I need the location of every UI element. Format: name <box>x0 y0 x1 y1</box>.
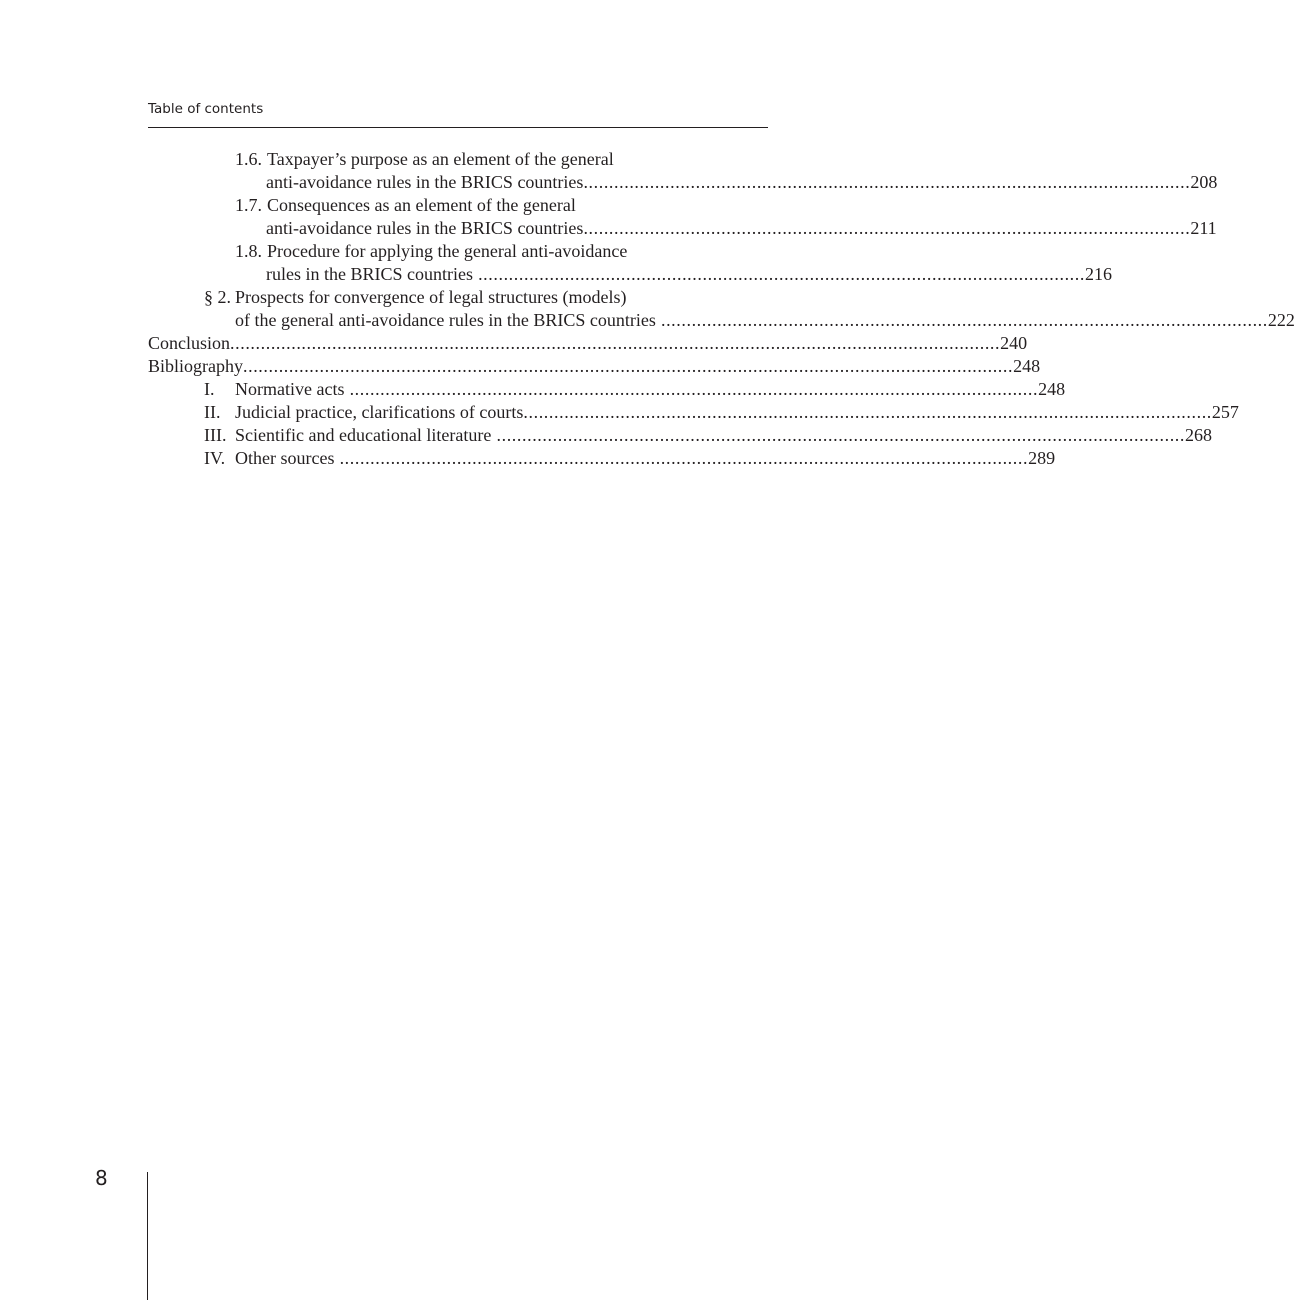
toc-entry-title: Consequences as an element of the general <box>267 195 576 215</box>
toc-entry-1-7-line1 <box>148 194 768 217</box>
toc-page-number: 222 <box>1267 310 1295 330</box>
dot-leader: ....................................................................................................................................................... <box>230 333 1001 353</box>
header-rule <box>148 127 768 128</box>
toc-entry-bib-ii[interactable] <box>148 401 1239 424</box>
dot-leader: ....................................................................................................................... <box>583 172 1191 192</box>
toc-entry-title: Scientific and educational literature <box>235 425 492 445</box>
toc-page-number: 257 <box>1211 402 1239 422</box>
toc-page-number: 268 <box>1185 425 1212 445</box>
dot-leader: ....................................................................................................................... <box>472 264 1085 284</box>
toc-entry-number: 1.7. <box>235 195 262 215</box>
toc-page-number: 248 <box>1038 379 1066 399</box>
dot-leader: ....................................................................................................................................... <box>344 379 1039 399</box>
page-number: 8 <box>95 1166 108 1190</box>
toc-entry-1-8-line2[interactable] <box>148 263 1112 286</box>
toc-entry-title: Taxpayer’s purpose as an element of the general <box>267 149 614 169</box>
toc-entry-title-cont: of the general anti-avoidance rules in the BRICS countries <box>235 310 656 330</box>
toc-entry-title: Judicial practice, clarifications of courts <box>235 402 524 422</box>
dot-leader: ....................................................................................................................................... <box>334 448 1029 468</box>
toc-entry-1-6-line2[interactable] <box>148 171 1218 194</box>
toc-entry-title: Conclusion <box>148 333 231 353</box>
toc-entry-conclusion[interactable] <box>148 332 1028 355</box>
toc-entry-number: 1.6. <box>235 149 262 169</box>
toc-entry-bib-iii[interactable] <box>148 424 1212 447</box>
toc-entry-1-8-line1 <box>148 240 768 263</box>
toc-entry-bibliography[interactable] <box>148 355 1041 378</box>
dot-leader: ....................................................................................................................... <box>583 218 1191 238</box>
dot-leader: ....................................................................................................................... <box>655 310 1268 330</box>
toc-entry-section-2-line2[interactable] <box>148 309 1295 332</box>
toc-entry-number: 1.8. <box>235 241 262 261</box>
running-header-title: Table of contents <box>148 101 264 117</box>
toc-entry-number: II. <box>204 402 221 422</box>
toc-page-number: 216 <box>1084 264 1112 284</box>
dot-leader: ....................................................................................................................................................... <box>243 356 1014 376</box>
toc-page-number: 211 <box>1190 218 1217 238</box>
toc-entry-title: Normative acts <box>235 379 345 399</box>
toc-entry-title-cont: anti-avoidance rules in the BRICS countries <box>266 218 584 238</box>
toc-entry-title-cont: rules in the BRICS countries <box>266 264 473 284</box>
toc-entry-title: Bibliography <box>148 356 243 376</box>
dot-leader: ....................................................................................................................................... <box>523 402 1212 422</box>
toc-entry-title: Other sources <box>235 448 335 468</box>
dot-leader: ....................................................................................................................................... <box>491 425 1185 445</box>
toc-entry-title-cont: anti-avoidance rules in the BRICS countries <box>266 172 584 192</box>
toc-page-number: 248 <box>1013 356 1041 376</box>
toc-entry-bib-iv[interactable] <box>148 447 1056 470</box>
toc-entry-title: Prospects for convergence of legal structures (models) <box>235 287 627 307</box>
toc-entry-title: Procedure for applying the general anti-avoidance <box>267 241 628 261</box>
table-of-contents <box>148 148 1295 470</box>
toc-entry-number: I. <box>204 379 215 399</box>
toc-entry-1-6-line1 <box>148 148 768 171</box>
toc-page-number: 208 <box>1190 172 1218 192</box>
toc-entry-number: III. <box>204 425 227 445</box>
toc-page-number: 289 <box>1028 448 1056 468</box>
toc-entry-bib-i[interactable] <box>148 378 1066 401</box>
toc-entry-section-2-line1 <box>148 286 768 309</box>
page-margin-rule <box>147 1172 148 1300</box>
toc-entry-number: IV. <box>204 448 226 468</box>
toc-entry-1-7-line2[interactable] <box>148 217 1217 240</box>
toc-section-number: § 2. <box>204 287 231 307</box>
toc-page-number: 240 <box>1000 333 1028 353</box>
